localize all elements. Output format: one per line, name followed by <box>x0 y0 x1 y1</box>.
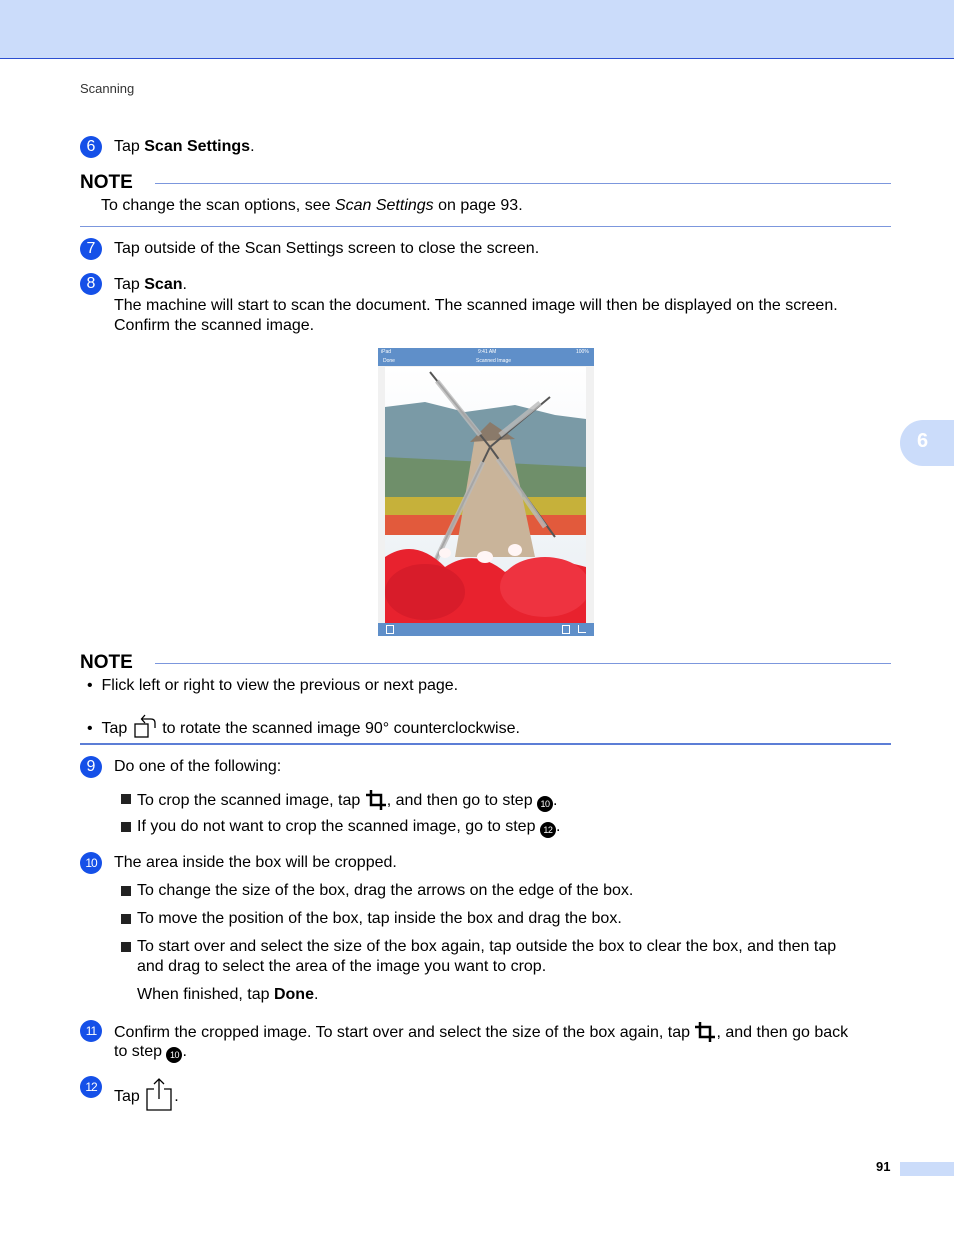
scanned-image-screenshot <box>378 348 594 636</box>
windmill-photo <box>385 367 586 623</box>
step-11-line-2: to step 10 . <box>114 1042 187 1063</box>
chapter-tab <box>900 420 954 466</box>
share-icon[interactable] <box>386 625 394 634</box>
step-10-bullet-3-line-1: To start over and select the size of the box again, tap outside the box to clear the box, and then tap <box>137 938 837 955</box>
note-1-bottom-rule <box>80 226 891 227</box>
page-number: 91 <box>876 1159 891 1174</box>
done-button[interactable]: Done <box>383 358 395 364</box>
step-9-option-2: If you do not want to crop the scanned image, go to step 12 . <box>137 817 560 838</box>
note-1-title: NOTE <box>80 172 133 193</box>
step-11-line-1: Confirm the cropped image. To start over and select the size of the box again, tap , and then go back <box>114 1021 848 1043</box>
note-2-title: NOTE <box>80 652 133 673</box>
section-title: Scanning <box>80 81 135 96</box>
screenshot-title: Scanned Image <box>476 358 512 364</box>
bullet-square <box>121 914 131 924</box>
footer-band <box>900 1162 954 1176</box>
bullet-square <box>121 822 131 832</box>
chapter-number: 6 <box>917 430 929 452</box>
note-2-bottom-rule <box>80 743 891 745</box>
step-8-description: The machine will start to scan the document. The scanned image will then be displayed on the screen. <box>114 297 838 314</box>
step-6-badge: 6 <box>80 136 102 158</box>
step-8-badge: 8 <box>80 273 102 295</box>
rotate-icon[interactable] <box>562 625 570 634</box>
step-8-text: Tap Scan. <box>114 276 187 293</box>
step-11-badge: 11 <box>80 1020 102 1042</box>
step-ref-10: 10 <box>166 1047 182 1063</box>
step-8-confirm: Confirm the scanned image. <box>114 317 315 334</box>
screenshot-nav-bar <box>378 348 594 366</box>
status-battery: 100% <box>576 349 589 355</box>
step-12-text: Tap . <box>114 1077 179 1111</box>
step-ref-12: 12 <box>540 822 556 838</box>
step-6-text: Tap Scan Settings. <box>114 138 255 155</box>
bullet-square <box>121 942 131 952</box>
step-7-text: Tap outside of the Scan Settings screen to close the screen. <box>114 240 540 257</box>
screenshot-toolbar <box>378 623 594 636</box>
status-device: iPad <box>381 349 392 355</box>
crop-icon <box>694 1021 716 1043</box>
note-1-rule <box>155 183 891 184</box>
step-10-text: The area inside the box will be cropped. <box>114 854 397 871</box>
step-10-finish: When finished, tap Done. <box>137 986 319 1003</box>
note-2-bullet-1: • Flick left or right to view the previous or next page. <box>87 677 459 694</box>
crop-icon <box>365 789 387 811</box>
bullet-square <box>121 886 131 896</box>
note-1-text: To change the scan options, see Scan Settings on page 93. <box>101 197 523 214</box>
step-10-badge: 10 <box>80 852 102 874</box>
crop-icon[interactable] <box>578 625 586 633</box>
header-band <box>0 0 954 59</box>
step-9-option-1: To crop the scanned image, tap , and then go to step 10 . <box>137 789 558 812</box>
note-2-rule <box>155 663 891 664</box>
step-10-bullet-3-line-2: and drag to select the area of the image you want to crop. <box>137 958 547 975</box>
scan-settings-link[interactable]: Scan Settings <box>334 197 434 214</box>
step-9-badge: 9 <box>80 756 102 778</box>
note-2-bullet-2: • Tap to rotate the scanned image 90° counterclockwise. <box>87 713 520 739</box>
step-7-badge: 7 <box>80 238 102 260</box>
step-ref-10: 10 <box>537 796 553 812</box>
step-10-bullet-1: To change the size of the box, drag the arrows on the edge of the box. <box>137 882 634 899</box>
bullet-square <box>121 794 131 804</box>
share-icon <box>144 1077 174 1111</box>
step-12-badge: 12 <box>80 1076 102 1098</box>
step-10-bullet-2: To move the position of the box, tap inside the box and drag the box. <box>137 910 622 927</box>
rotate-icon <box>132 713 158 739</box>
status-time: 9:41 AM <box>478 349 497 355</box>
step-9-text: Do one of the following: <box>114 758 282 775</box>
